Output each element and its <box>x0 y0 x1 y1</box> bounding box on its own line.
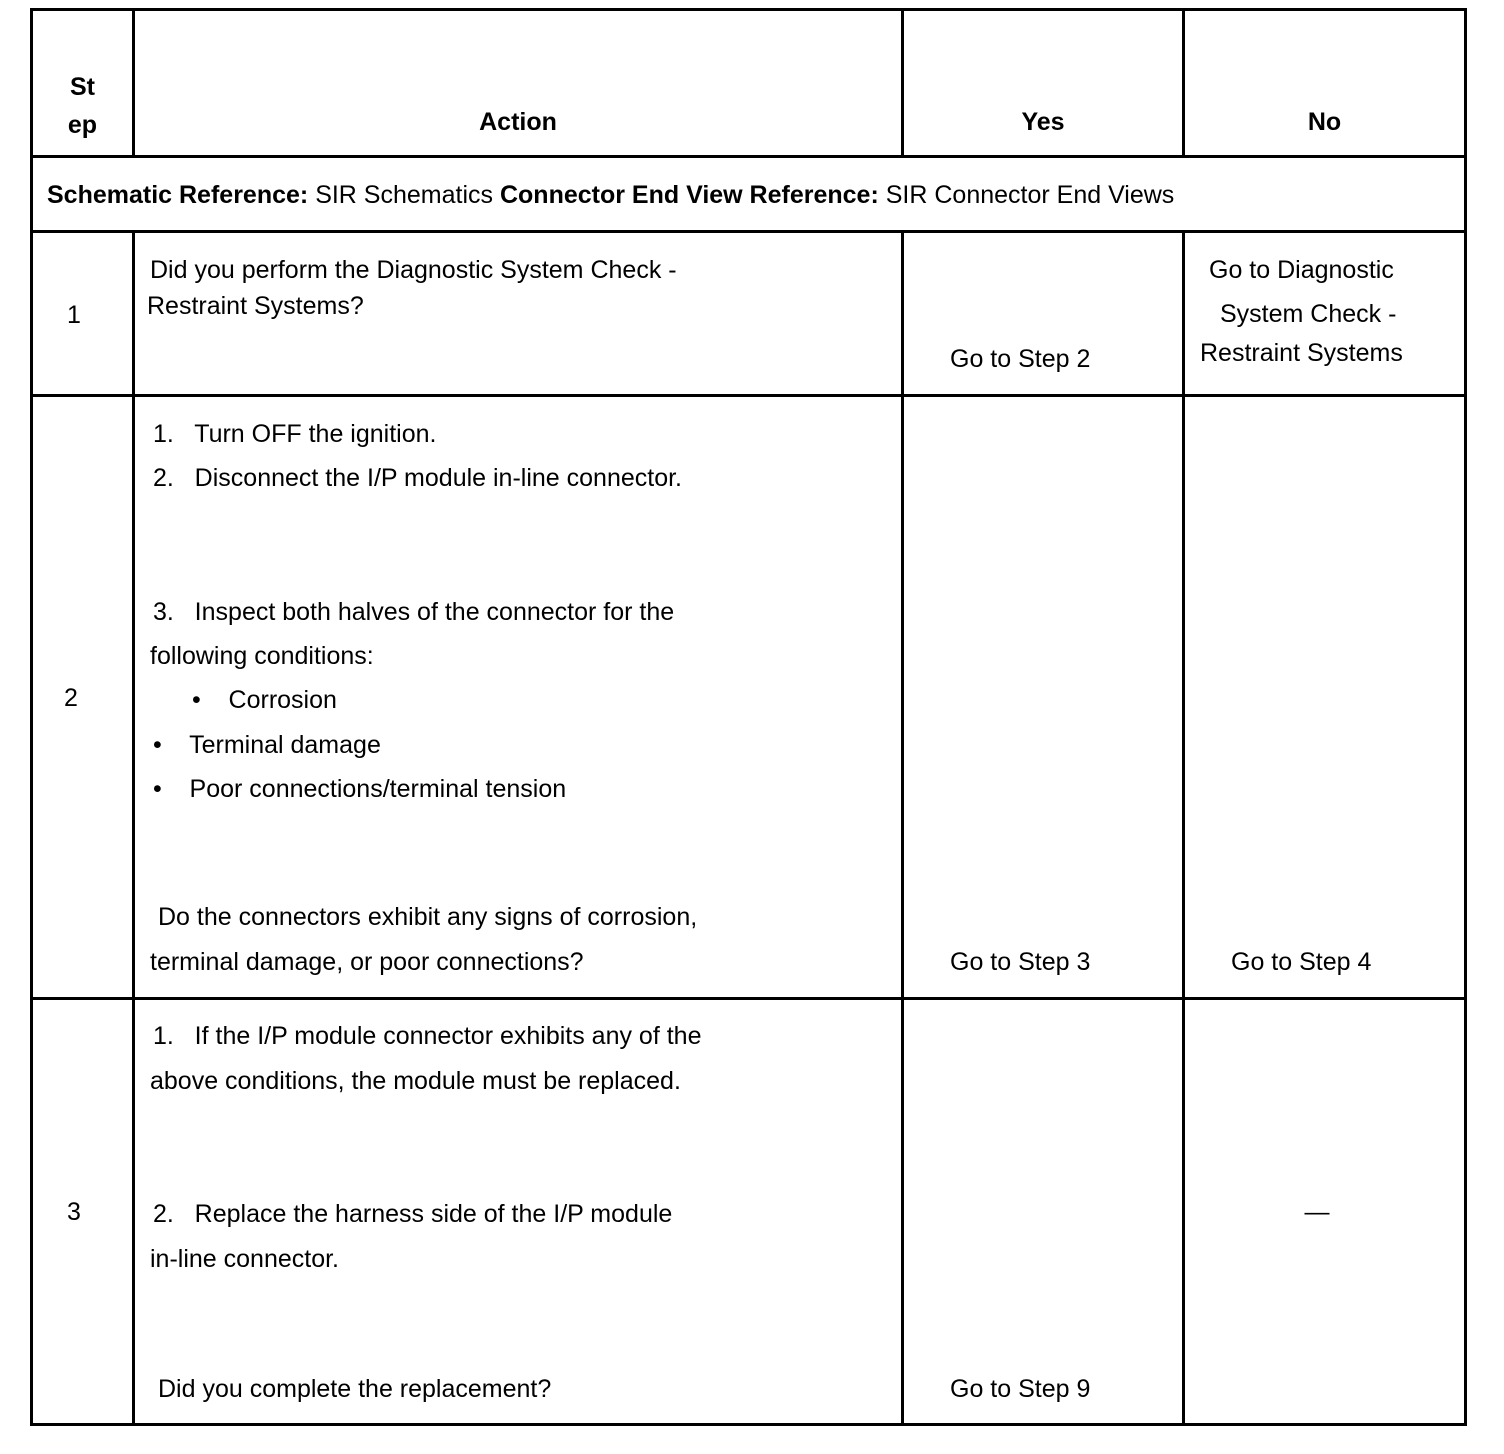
header-divider <box>30 155 1467 158</box>
col-action-divider-body <box>901 230 904 1426</box>
table-border-top <box>30 8 1467 11</box>
table-border-bottom <box>30 1423 1467 1426</box>
row-3-action-line-2: above conditions, the module must be replaced. <box>150 1067 681 1095</box>
row-2-action-question-1: Do the connectors exhibit any signs of corrosion, <box>158 903 698 931</box>
row-3-action-question: Did you complete the replacement? <box>158 1375 552 1403</box>
row-2-action-line-3: 3. Inspect both halves of the connector for the <box>153 598 675 626</box>
row-3-action-line-4: in-line connector. <box>150 1245 340 1273</box>
row-2-action-line-4: following conditions: <box>150 642 374 670</box>
schematic-reference-label: Schematic Reference: <box>47 181 309 209</box>
row-1-yes: Go to Step 2 <box>950 345 1091 373</box>
row-2-bullet-terminal-damage: • Terminal damage <box>153 731 381 759</box>
header-action: Action <box>479 108 557 136</box>
row-2-action-question-2: terminal damage, or poor connections? <box>150 948 584 976</box>
schematic-reference-value: SIR Schematics <box>315 181 494 209</box>
header-step-line2: ep <box>67 111 98 139</box>
row-2-divider <box>30 997 1467 1000</box>
col-yes-divider-body <box>1182 230 1185 1426</box>
reference-divider <box>30 230 1467 233</box>
reference-line <box>47 180 1174 210</box>
header-yes: Yes <box>1021 108 1065 136</box>
header-no: No <box>1307 108 1342 136</box>
row-2-action-line-1: 1. Turn OFF the ignition. <box>153 420 437 448</box>
header-step-line1: St <box>70 73 95 101</box>
row-3-action-line-1: 1. If the I/P module connector exhibits any of the <box>153 1022 702 1050</box>
row-3-yes: Go to Step 9 <box>950 1375 1091 1403</box>
row-2-bullet-poor-connections: • Poor connections/terminal tension <box>153 775 567 803</box>
row-1-no-line-3: Restraint Systems <box>1200 339 1403 367</box>
row-1-no-line-1: Go to Diagnostic <box>1209 256 1394 284</box>
row-1-no-line-2: System Check - <box>1220 300 1397 328</box>
row-2-no: Go to Step 4 <box>1231 948 1372 976</box>
connector-reference-label: Connector End View Reference: <box>499 181 879 209</box>
row-2-action-line-2: 2. Disconnect the I/P module in-line connector. <box>153 464 683 492</box>
table-border-right <box>1464 8 1467 1426</box>
row-2-bullet-corrosion: • Corrosion <box>192 686 337 714</box>
row-1-action-line-1: Did you perform the Diagnostic System Check - <box>150 256 677 284</box>
col-step-divider-body <box>132 230 135 1426</box>
header-step <box>33 68 132 144</box>
row-2-yes: Go to Step 3 <box>950 948 1091 976</box>
row-1-action-line-2: Restraint Systems? <box>147 292 364 320</box>
row-3-step: 3 <box>67 1198 81 1226</box>
row-2-step: 2 <box>64 684 78 712</box>
row-3-action-line-3: 2. Replace the harness side of the I/P module <box>153 1200 673 1228</box>
row-1-step: 1 <box>67 301 81 329</box>
row-1-divider <box>30 394 1467 397</box>
connector-reference-value: SIR Connector End Views <box>885 181 1175 209</box>
row-3-no: — <box>1304 1198 1330 1226</box>
